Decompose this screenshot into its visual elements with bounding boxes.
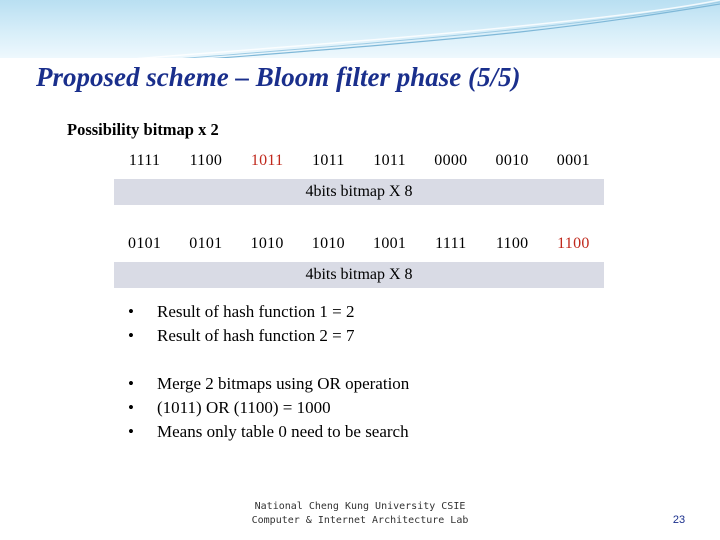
bitmap-1-cell-5: 0000 <box>434 152 468 169</box>
bitmap-1-row <box>114 146 604 176</box>
bitmap-2-cell-4: 1001 <box>373 235 407 252</box>
bullet-item <box>128 324 355 348</box>
bitmap-1-bar: 4bits bitmap X 8 <box>114 179 604 205</box>
bullet-item <box>128 420 409 444</box>
bullet-symbol: • <box>128 302 134 321</box>
footer <box>200 500 520 528</box>
bitmap-1-cell-7: 0001 <box>556 152 590 169</box>
bullet-symbol: • <box>128 374 134 393</box>
bullet-list-merge <box>128 372 409 444</box>
bitmap-2-cell-3: 1010 <box>311 235 345 252</box>
bullet-text: Means only table 0 need to be search <box>157 422 409 441</box>
bullet-item <box>128 372 409 396</box>
bitmap-subtitle: Possibility bitmap x 2 <box>67 120 219 139</box>
footer-university: National Cheng Kung University CSIE <box>254 501 466 512</box>
bullet-item <box>128 300 355 324</box>
bitmap-2-cell-2: 1010 <box>250 235 284 252</box>
bitmap-2-cell-7-highlight: 1100 <box>557 235 590 252</box>
bullet-list-hash-results <box>128 300 355 348</box>
page-number: 23 <box>672 514 686 526</box>
header-wave-decoration <box>0 0 720 58</box>
bullet-symbol: • <box>128 398 134 417</box>
bitmap-2-row <box>114 229 604 259</box>
bitmap-1-cell-2-highlight: 1011 <box>250 152 284 169</box>
bitmap-2-cell-0: 0101 <box>128 235 162 252</box>
bitmap-1-cell-6: 0010 <box>495 152 529 169</box>
bitmap-2-cell-1: 0101 <box>189 235 223 252</box>
footer-lab: Computer & Internet Architecture Lab <box>251 515 469 526</box>
bullet-item <box>128 396 409 420</box>
bitmap-1-cell-3: 1011 <box>312 152 345 169</box>
bitmap-2-cell-6: 1100 <box>495 235 529 252</box>
bitmap-1-cell-4: 1011 <box>373 152 406 169</box>
bullet-text: Result of hash function 2 = 7 <box>157 326 355 345</box>
bullet-symbol: • <box>128 326 134 345</box>
slide-title: Proposed scheme – Bloom filter phase (5/5) <box>36 62 521 92</box>
header-band <box>0 0 720 58</box>
bitmap-2-cell-5: 1111 <box>435 235 467 252</box>
bullet-text: Merge 2 bitmaps using OR operation <box>157 374 410 393</box>
bitmap-1-cell-1: 1100 <box>189 152 223 169</box>
bullet-symbol: • <box>128 422 134 441</box>
bitmap-2-bar: 4bits bitmap X 8 <box>114 262 604 288</box>
bullet-text: Result of hash function 1 = 2 <box>157 302 355 321</box>
bullet-text: (1011) OR (1100) = 1000 <box>157 398 331 417</box>
bitmap-1-cell-0: 1111 <box>128 152 161 169</box>
